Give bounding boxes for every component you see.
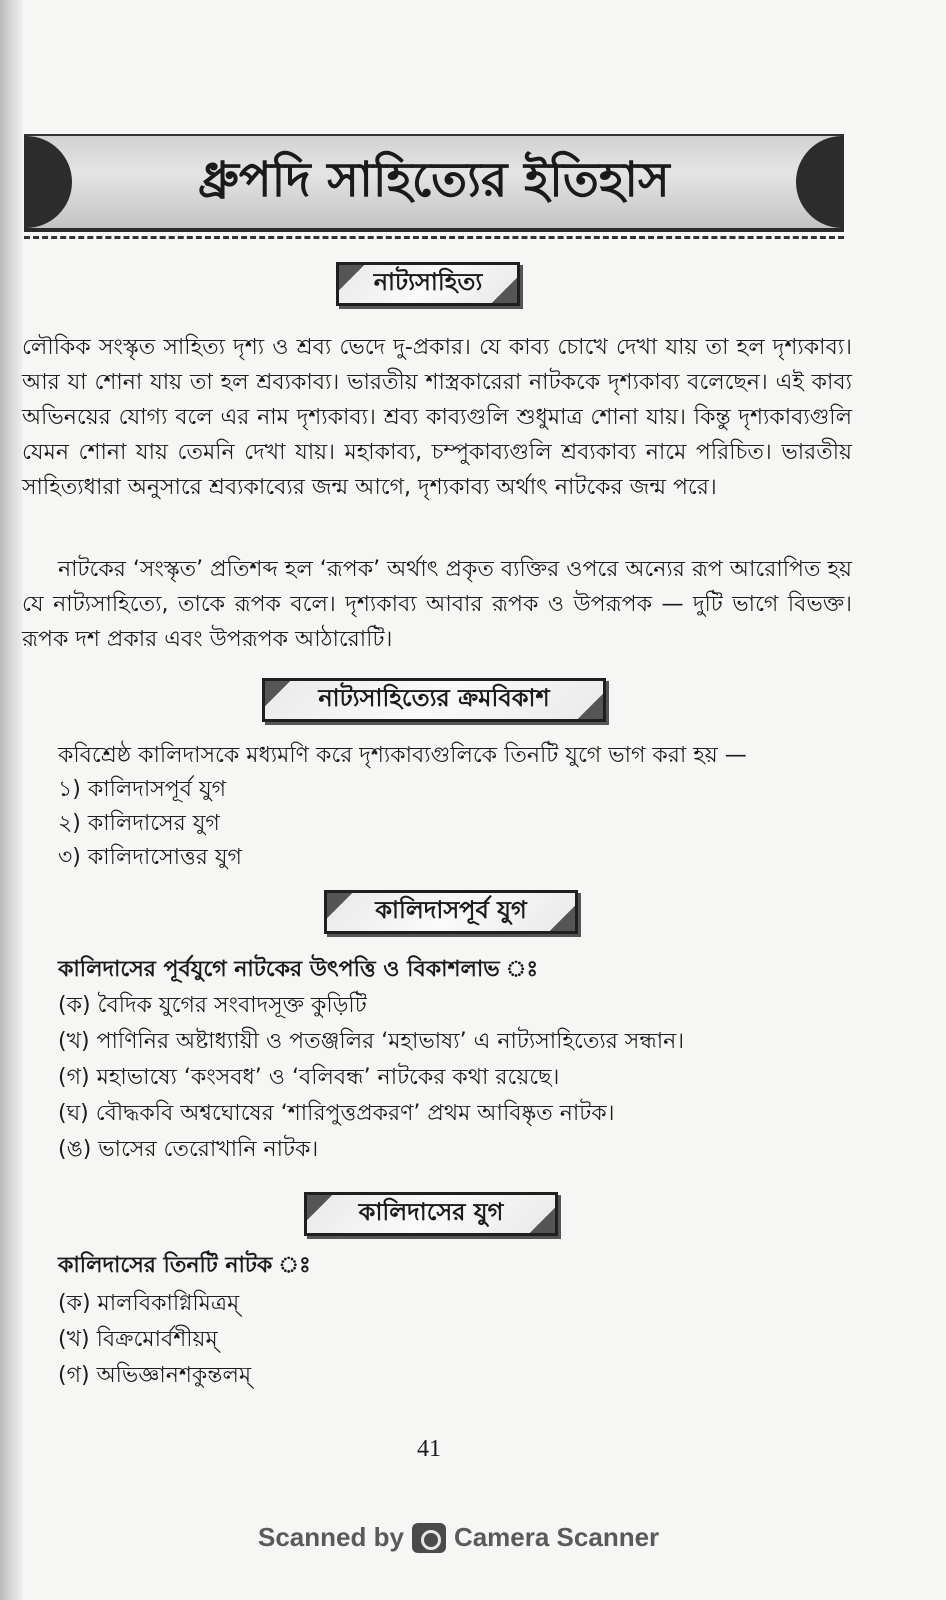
scanner-watermark: [258, 1522, 659, 1553]
section-label-text: নাট্যসাহিত্যের ক্রমবিকাশ: [318, 684, 550, 712]
camera-icon: [412, 1523, 446, 1553]
paragraph-rupak: নাটকের ‘সংস্কৃত’ প্রতিশব্দ হল ‘রূপক’ অর্থাৎ প্রকৃত ব্যক্তির ওপরে অন্যের রূপ আরোপিত হয় যে নাট্যসাহিত্যে, তাকে রূপক বলে। দৃশ্যকাব্য আবার রূপক ও উপরূপক — দুটি ভাগে বিভক্ত। রূপক দশ প্রকার এবং উপরূপক আঠারোটি।: [22, 557, 852, 652]
watermark-text: Scanned by: [258, 1522, 404, 1552]
banner-left-cap: [24, 136, 72, 228]
divider-rule: [24, 236, 844, 243]
list-item: (গ) মহাভাষ্যে ‘কংসবধ’ ও ‘বলিবন্ধ’ নাটকের কথা রয়েছে।: [58, 1065, 560, 1090]
watermark-brand: Camera Scanner: [453, 1522, 660, 1552]
page-number: 41: [417, 1436, 441, 1462]
list-item: (ক) বৈদিক যুগের সংবাদসূক্ত কুড়িটি: [58, 993, 367, 1018]
list-item: ২) কালিদাসের যুগ: [58, 811, 220, 836]
list-item: (ঙ) ভাসের তেরোখানি নাটক।: [58, 1137, 319, 1162]
paragraph-intro: লৌকিক সংস্কৃত সাহিত্য দৃশ্য ও শ্রব্য ভেদে দু-প্রকার। যে কাব্য চোখে দেখা যায় তা হল দৃশ্যকাব্য। আর যা শোনা যায় তা হল শ্রব্যকাব্য। ভারতীয় শাস্ত্রকারেরা নাটককে দৃশ্যকাব্য বলেছেন। এই কাব্য অভিনয়ের যোগ্য বলে এর নাম দৃশ্যকাব্য। শ্রব্য কাব্যগুলি শুধুমাত্র শোনা যায়। কিন্তু দৃশ্যকাব্যগুলি যেমন শোনা যায় তেমনি দেখা যায়। মহাকাব্য, চম্পুকাব্যগুলি শ্রব্যকাব্য নামে পরিচিত। ভারতীয় সাহিত্যধারা অনুসারে শ্রব্যকাব্যের জন্ম আগে, দৃশ্যকাব্য অর্থাৎ নাটকের জন্ম পরে।: [22, 335, 852, 500]
section-label-kalidasa: [304, 1192, 558, 1236]
list-item: (খ) বিক্রমোর্বশীয়ম্: [58, 1327, 218, 1352]
chapter-title: ধ্রুপদি সাহিত্যের ইতিহাস: [198, 152, 670, 208]
document-page: [22, 0, 946, 1600]
pre-kalidasa-heading: কালিদাসের পূর্বযুগে নাটকের উৎপত্তি ও বিকাশলাভ ঃ: [58, 957, 539, 982]
list-item: (গ) অভিজ্ঞানশকুন্তলম্: [58, 1363, 252, 1388]
section-label-natyasahitya: [336, 262, 520, 306]
page-edge-shadow: [0, 0, 22, 1600]
list-item: (ঘ) বৌদ্ধকবি অশ্বঘোষের ‘শারিপুত্তপ্রকরণ’ প্রথম আবিষ্কৃত নাটক।: [58, 1101, 615, 1126]
chapter-banner: [24, 134, 844, 232]
list-item: ১) কালিদাসপূর্ব যুগ: [58, 777, 227, 802]
section-label-text: নাট্যসাহিত্য: [373, 268, 483, 296]
evolution-intro: কবিশ্রেষ্ঠ কালিদাসকে মধ্যমণি করে দৃশ্যকাব্যগুলিকে তিনটি যুগে ভাগ করা হয় —: [58, 743, 747, 768]
banner-right-cap: [796, 136, 844, 228]
list-item: (খ) পাণিনির অষ্টাধ্যায়ী ও পতঞ্জলির ‘মহাভাষ্য’ এ নাট্যসাহিত্যের সন্ধান।: [58, 1029, 685, 1054]
section-label-text: কালিদাসপূর্ব যুগ: [375, 896, 527, 924]
list-item: (ক) মালবিকাগ্নিমিত্রম্: [58, 1291, 240, 1316]
section-label-pre-kalidasa: [324, 890, 578, 934]
section-label-evolution: [262, 678, 606, 722]
list-item: ৩) কালিদাসোত্তর যুগ: [58, 845, 242, 870]
section-label-text: কালিদাসের যুগ: [358, 1198, 504, 1226]
kalidasa-heading: কালিদাসের তিনটি নাটক ঃ: [58, 1253, 311, 1278]
